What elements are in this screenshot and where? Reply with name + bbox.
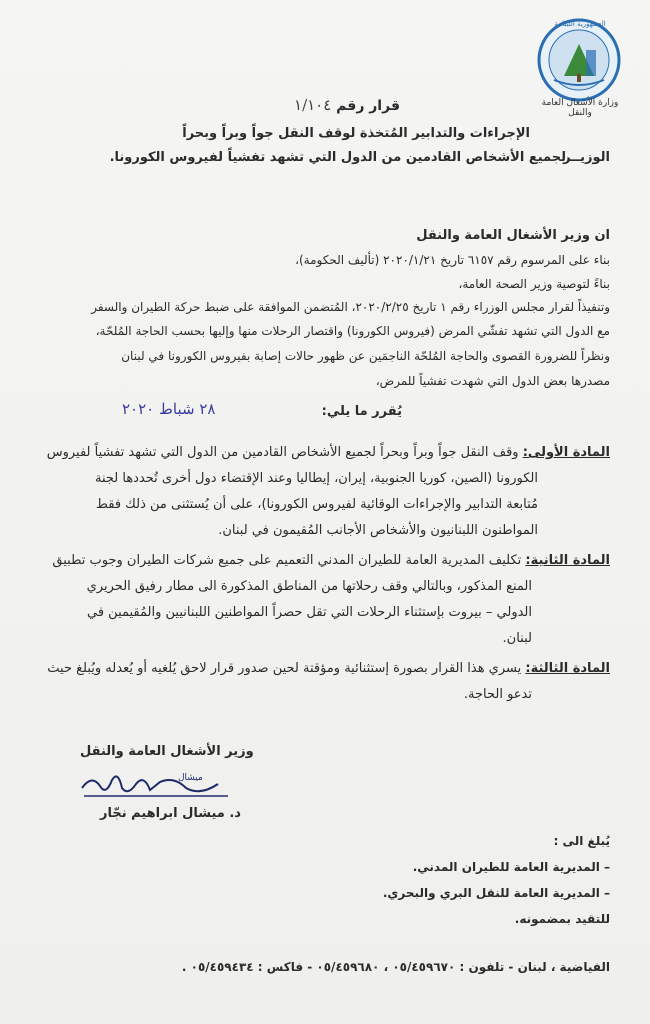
recipient-2: – المديرية العامة للنقل البري والبحري. <box>382 886 610 900</box>
preamble-line-5: مع الدول التي تشهد تفشّي المرض (فيروس الكورونا) واقتصار الرحلات منها وإليها بحسب الحاجة المُلحّة، <box>95 324 610 338</box>
decision-number-value: ١/١٠٤ <box>294 96 332 114</box>
article-1-line-4: المواطنون اللبنانيون والأشخاص الأجانب المُقيمون في لبنان. <box>218 523 538 538</box>
article-1-line-2: الكورونا (الصين، كوريا الجنوبية، إيران، إيطاليا وعند الإقتضاء دول أخرى تُحددها لجنة <box>94 471 538 486</box>
article-2-line-3: الدولي – بيروت بإستثناء الرحلات التي تقل حصراً المواطنين اللبنانيين والمُقيمين في <box>86 605 532 620</box>
article-2-label: المادة الثانية: <box>525 553 610 568</box>
preamble-line-2: بناء على المرسوم رقم ٦١٥٧ تاريخ ٢٠٢٠/١/٢١ (تأليف الحكومة)، <box>295 253 610 267</box>
recipient-1: – المديرية العامة للطيران المدني. <box>412 860 610 874</box>
article-3-label: المادة الثالثة: <box>525 661 610 676</box>
article-1-line-3: مُتابعة التدابير والإجراءات الوقائية لفيروس الكورونا)، على أن يُستثنى من ذلك فقط <box>95 497 538 512</box>
signature-title: وزير الأشغال العامة والنقل <box>80 744 254 759</box>
preamble-line-4: وتنفيذاً لقرار مجلس الوزراء رقم ١ تاريخ ٢٠٢٠/٢/٢٥، المُتضمن الموافقة على ضبط حركة الطيران والسفر <box>91 300 610 314</box>
article-2 <box>36 548 610 652</box>
article-3-line-2: تدعو الحاجة. <box>463 687 532 702</box>
signatory-name: د. ميشال ابراهيم نجّار <box>100 806 241 821</box>
preamble-line-3: بناءً لتوصية وزير الصحة العامة، <box>458 277 610 291</box>
logo-caption: وزارة الأشغال العامة والنقل <box>541 98 619 118</box>
decision-number <box>294 96 400 114</box>
title-line-2: لجميع الأشخاص القادمين من الدول التي تشهد تفشياً لفيروس الكورونا. <box>109 150 566 165</box>
preamble-line-7: مصدرها بعض الدول التي شهدت تفشياً للمرض، <box>375 374 610 388</box>
recipients-label: يُبلغ الى : <box>553 834 610 848</box>
handwritten-date: ٢٨ شباط ٢٠٢٠ <box>122 400 216 418</box>
article-1-label: المادة الأولى: <box>522 445 610 460</box>
logo-ring-text: الجمهورية اللبنانية <box>554 20 606 28</box>
article-1 <box>36 440 610 544</box>
handwritten-signature <box>78 766 238 800</box>
article-2-line-4: لبنان. <box>502 631 532 646</box>
decides-heading: يُقرر ما يلي: <box>321 404 402 419</box>
article-2-line-2: المنع المذكور، وبالتالي وقف رحلاتها من المناطق المذكورة الى مطار رفيق الحريري <box>86 579 532 594</box>
minister-label: الوزيــر <box>563 150 610 165</box>
article-1-line-1: وقف النقل جواً وبراً وبحراً لجميع الأشخاص القادمين من الدول التي تشهد تفشياً لفيروس <box>46 445 519 460</box>
preamble-line-1: ان وزير الأشغال العامة والنقل <box>416 228 610 243</box>
signature-handwritten-text: ميشال <box>178 773 203 783</box>
title-line-1: الإجراءات والتدابير المُتخذة لوقف النقل جواً وبراً وبحراً <box>182 126 530 141</box>
article-3 <box>36 656 610 708</box>
article-3-line-1: يسري هذا القرار بصورة إستثنائية ومؤقتة لحين صدور قرار لاحق يُلغيه أو يُعدله ويُبلغ حيث <box>47 661 522 676</box>
footer-contact: الفياضية ، لبنان - تلفون : ٠٥/٤٥٩٦٧٠ ، ٠٥/٤٥٩٦٨٠ - فاكس : ٠٥/٤٥٩٤٣٤ . <box>181 960 610 974</box>
decision-label: قرار رقم <box>336 98 400 114</box>
article-2-line-1: تكليف المديرية العامة للطيران المدني التعميم على جميع شركات الطيران وجوب تطبيق <box>52 553 522 568</box>
recipient-note: للتقيد بمضمونه. <box>514 912 610 926</box>
preamble-line-6: ونظراً للضرورة القصوى والحاجة المُلحّة الناجمَين عن ظهور حالات إصابة بفيروس الكورونا في لبنان <box>121 349 610 363</box>
